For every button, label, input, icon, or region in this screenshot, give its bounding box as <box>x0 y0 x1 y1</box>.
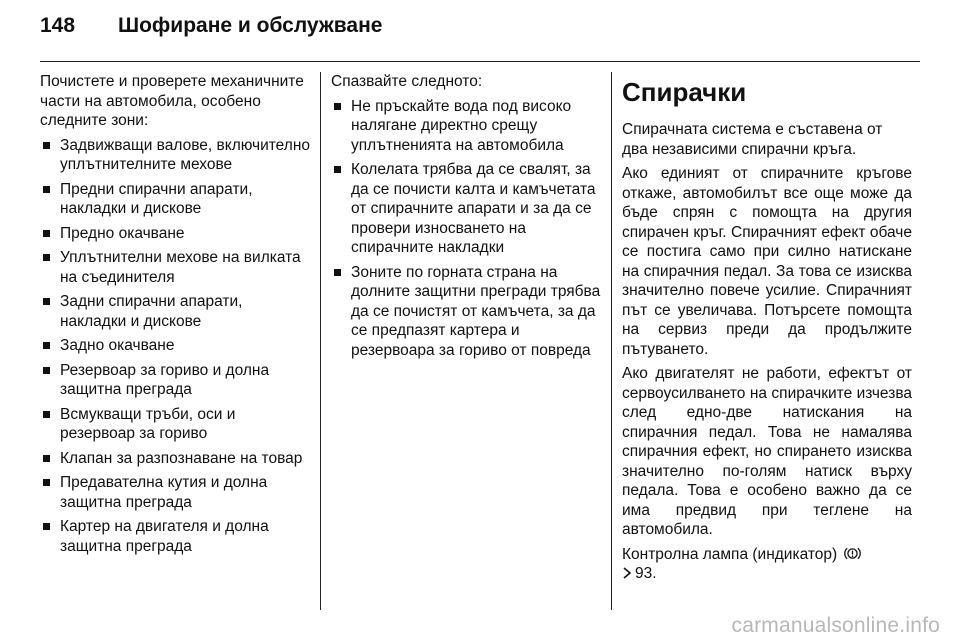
col2-list <box>331 97 605 361</box>
watermark: carmanualsonline.info <box>731 614 940 637</box>
list-item <box>40 180 312 219</box>
list-item-label: Уплътнителни мехове на вилката на съединителя <box>60 249 301 286</box>
bullet-icon <box>43 230 50 237</box>
bullet-icon <box>43 455 50 462</box>
lamp-reference-label: Контролна лампа (индикатор) <box>622 545 838 563</box>
list-item-label: Не пръскайте вода под високо налягане директно срещу уплътненията на автомобила <box>351 97 572 154</box>
list-item-label: Зоните по горната страна на долните защитни прегради трябва да се почистят от камъчета, за да се предпазят картера и резервоара за гориво от повреда <box>351 263 601 359</box>
lamp-reference <box>622 545 912 584</box>
col1-list <box>40 136 312 557</box>
list-item <box>40 336 312 356</box>
column-divider-2 <box>611 72 612 610</box>
page-title: Шофиране и обслужване <box>118 14 383 37</box>
bullet-icon <box>43 142 50 149</box>
list-item-label: Задно окачване <box>60 337 175 354</box>
bullet-icon <box>43 342 50 349</box>
column-3 <box>622 72 912 589</box>
bullet-icon <box>43 186 50 193</box>
list-item <box>40 292 312 331</box>
list-item-label: Задвижващи валове, включително уплътнителните мехове <box>60 136 311 173</box>
list-item <box>40 473 312 512</box>
list-item <box>331 263 605 361</box>
list-item-label: Картер на двигателя и долна защитна преграда <box>60 518 269 555</box>
bullet-icon <box>43 367 50 374</box>
bullet-icon <box>43 411 50 418</box>
list-item <box>331 160 605 258</box>
brakes-paragraph: Ако двигателят не работи, ефектът от сервоусилването на спирачките изчезва след едно-две натискания на спирачния педал. Това не намалява спирачния ефект, но спирането изисква значително по-голям натиск върху педала. Това е особено важно да се има предвид при теглене на автомобила. <box>622 365 912 538</box>
page-number: 148 <box>40 14 76 37</box>
column-2 <box>331 72 605 365</box>
header-rule <box>40 61 920 62</box>
page-header <box>40 14 382 44</box>
bullet-icon <box>43 523 50 530</box>
bullet-icon <box>334 103 341 110</box>
list-item-label: Предни спирачни апарати, накладки и дискове <box>60 180 253 217</box>
list-item <box>40 361 312 400</box>
list-item-label: Предавателна кутия и долна защитна преграда <box>60 474 268 511</box>
list-item <box>40 248 312 287</box>
section-title-brakes: Спирачки <box>622 77 747 107</box>
brake-warning-lamp-icon <box>844 546 861 561</box>
bullet-icon <box>334 166 341 173</box>
list-item-label: Предно окачване <box>60 224 185 242</box>
column-divider-1 <box>320 72 321 610</box>
list-item <box>40 224 312 244</box>
list-item <box>331 97 605 156</box>
list-item-label: Задни спирачни апарати, накладки и дискове <box>60 293 243 330</box>
list-item <box>40 517 312 556</box>
bullet-icon <box>43 254 50 261</box>
list-item <box>40 405 312 444</box>
bullet-icon <box>43 479 50 486</box>
col2-intro: Спазвайте следното: <box>331 73 483 90</box>
brakes-paragraph: Ако единият от спирачните кръгове откаже, автомобилът все още може да бъде спрян с помощта на другия спирачен кръг. Спирачният ефект обаче се постига само при силно натискане на спирачния педал. За това се изисква значително повече усилие. Спирачният път се увеличава. Потърсете помощта на сервиз преди да продължите пътуването. <box>622 165 912 358</box>
brakes-paragraph: Спирачната система е съставена от два независими спирачни кръга. <box>622 121 883 158</box>
list-item-label: Всмукващи тръби, оси и резервоар за гориво <box>60 405 236 442</box>
page-reference-arrow-icon <box>622 567 632 579</box>
col1-intro: Почистете и проверете механичните части на автомобила, особено следните зони: <box>40 73 304 129</box>
list-item <box>40 136 312 175</box>
bullet-icon <box>43 298 50 305</box>
list-item-label: Колелата трябва да се свалят, за да се почисти калта и камъчетата от спирачните апарати и за да се провери износването на спирачните накладки <box>351 161 596 256</box>
list-item-label: Резервоар за гориво и долна защитна преграда <box>60 361 270 398</box>
reference-page: 93. <box>635 565 657 582</box>
bullet-icon <box>334 269 341 276</box>
column-1 <box>40 72 312 561</box>
list-item <box>40 449 312 469</box>
list-item-label: Клапан за разпознаване на товар <box>60 449 303 467</box>
